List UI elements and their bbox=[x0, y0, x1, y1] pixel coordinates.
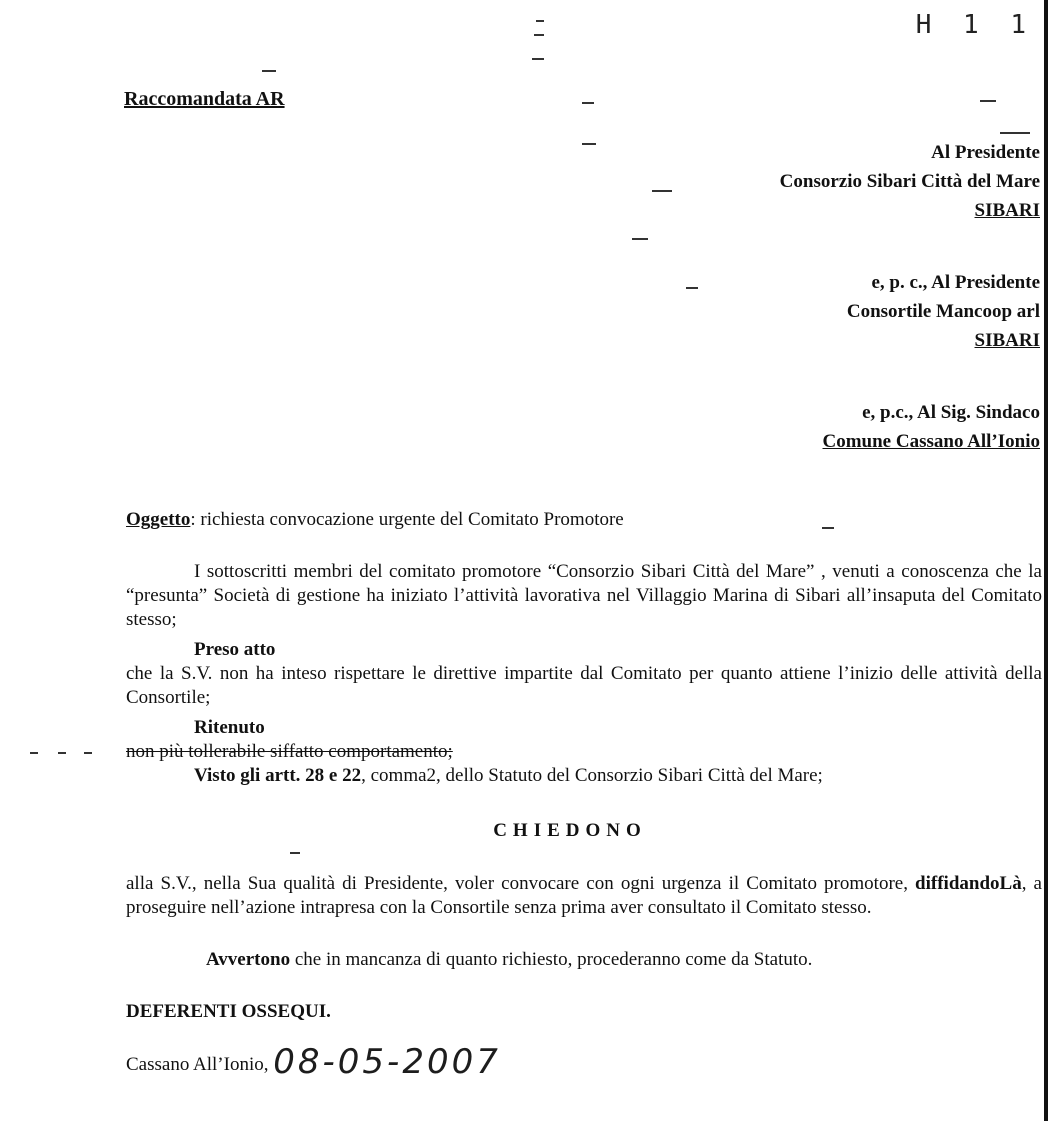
recipient-1-city: SIBARI bbox=[974, 200, 1040, 221]
paragraph-request bbox=[126, 872, 1042, 920]
paragraph-directives: che la S.V. non ha inteso rispettare le direttive impartite dal Comitato per quanto attiene l’inizio delle attività della Consortile; bbox=[126, 663, 1042, 708]
recipient-2-line-1: e, p. c., Al Presidente bbox=[871, 272, 1040, 293]
recipient-block-3 bbox=[823, 398, 1041, 456]
request-text-b: , a proseguire nell’azione intrapresa con la Consortile senza prima aver consultato il Comitato stesso. bbox=[126, 873, 1042, 918]
recipient-3-line-2: Comune Cassano All’Ionio bbox=[822, 431, 1040, 452]
scan-speck bbox=[84, 752, 92, 754]
request-emphasis: diffidandoLà bbox=[915, 873, 1022, 894]
warning-text: che in mancanza di quanto richiesto, procederanno come da Statuto. bbox=[290, 949, 813, 970]
scan-speck bbox=[686, 287, 698, 289]
scan-speck bbox=[582, 102, 594, 104]
recipient-1-line-2: Consorzio Sibari Città del Mare bbox=[779, 171, 1040, 192]
place: Cassano All’Ionio, bbox=[126, 1054, 269, 1075]
scan-speck bbox=[262, 70, 276, 72]
subject-text: : richiesta convocazione urgente del Comitato Promotore bbox=[190, 509, 624, 530]
paragraph-behaviour: non più tollerabile siffatto comportamento; bbox=[126, 741, 453, 762]
visto-label: Visto gli artt. 28 e 22 bbox=[194, 765, 362, 786]
warning-label: Avvertono bbox=[206, 949, 291, 970]
warning-line bbox=[206, 948, 812, 972]
scan-speck bbox=[532, 58, 544, 60]
delivery-method: Raccomandata AR bbox=[124, 88, 285, 110]
chiedono-heading: CHIEDONO bbox=[493, 820, 647, 841]
scan-speck bbox=[582, 143, 596, 145]
handwritten-date: 08-05-2007 bbox=[273, 1042, 501, 1082]
recipient-3-line-1: e, p.c., Al Sig. Sindaco bbox=[862, 402, 1040, 423]
scan-speck bbox=[58, 752, 66, 754]
visto-line bbox=[194, 764, 823, 788]
archive-stamp: H 1 1 bbox=[915, 10, 1034, 40]
scan-speck bbox=[652, 190, 672, 192]
paragraph-intro: I sottoscritti membri del comitato promotore “Consorzio Sibari Città del Mare” , venuti a conoscenza che la “presunta” Società di gestione ha iniziato l’attività lavorativa nel Villaggio Marina di Sibari all’insaputa del Comitato stesso; bbox=[126, 561, 1042, 630]
subject-line bbox=[126, 508, 624, 532]
recipient-1-line-1: Al Presidente bbox=[931, 142, 1040, 163]
scan-speck bbox=[980, 100, 996, 102]
request-text-a: alla S.V., nella Sua qualità di Presidente, voler convocare con ogni urgenza il Comitato promotore, bbox=[126, 873, 916, 894]
recipient-2-city: SIBARI bbox=[974, 330, 1040, 351]
scan-speck bbox=[30, 752, 38, 754]
subject-label: Oggetto bbox=[126, 509, 191, 530]
scan-speck bbox=[1000, 132, 1030, 134]
place-date-line bbox=[126, 1042, 501, 1082]
recipient-block-2 bbox=[847, 268, 1040, 355]
scan-speck bbox=[632, 238, 648, 240]
scan-speck bbox=[534, 34, 544, 36]
visto-text: , comma2, dello Statuto del Consorzio Sibari Città del Mare; bbox=[361, 765, 823, 786]
scan-speck bbox=[290, 852, 300, 854]
salutation: DEFERENTI OSSEQUI. bbox=[126, 1001, 331, 1022]
scan-speck bbox=[536, 20, 544, 22]
preso-atto-heading: Preso atto bbox=[194, 639, 276, 660]
recipient-2-line-2: Consortile Mancoop arl bbox=[846, 301, 1040, 322]
scan-speck bbox=[822, 527, 834, 529]
ritenuto-heading: Ritenuto bbox=[194, 717, 265, 738]
scan-edge bbox=[1044, 0, 1048, 1121]
recipient-block-1 bbox=[780, 138, 1040, 225]
